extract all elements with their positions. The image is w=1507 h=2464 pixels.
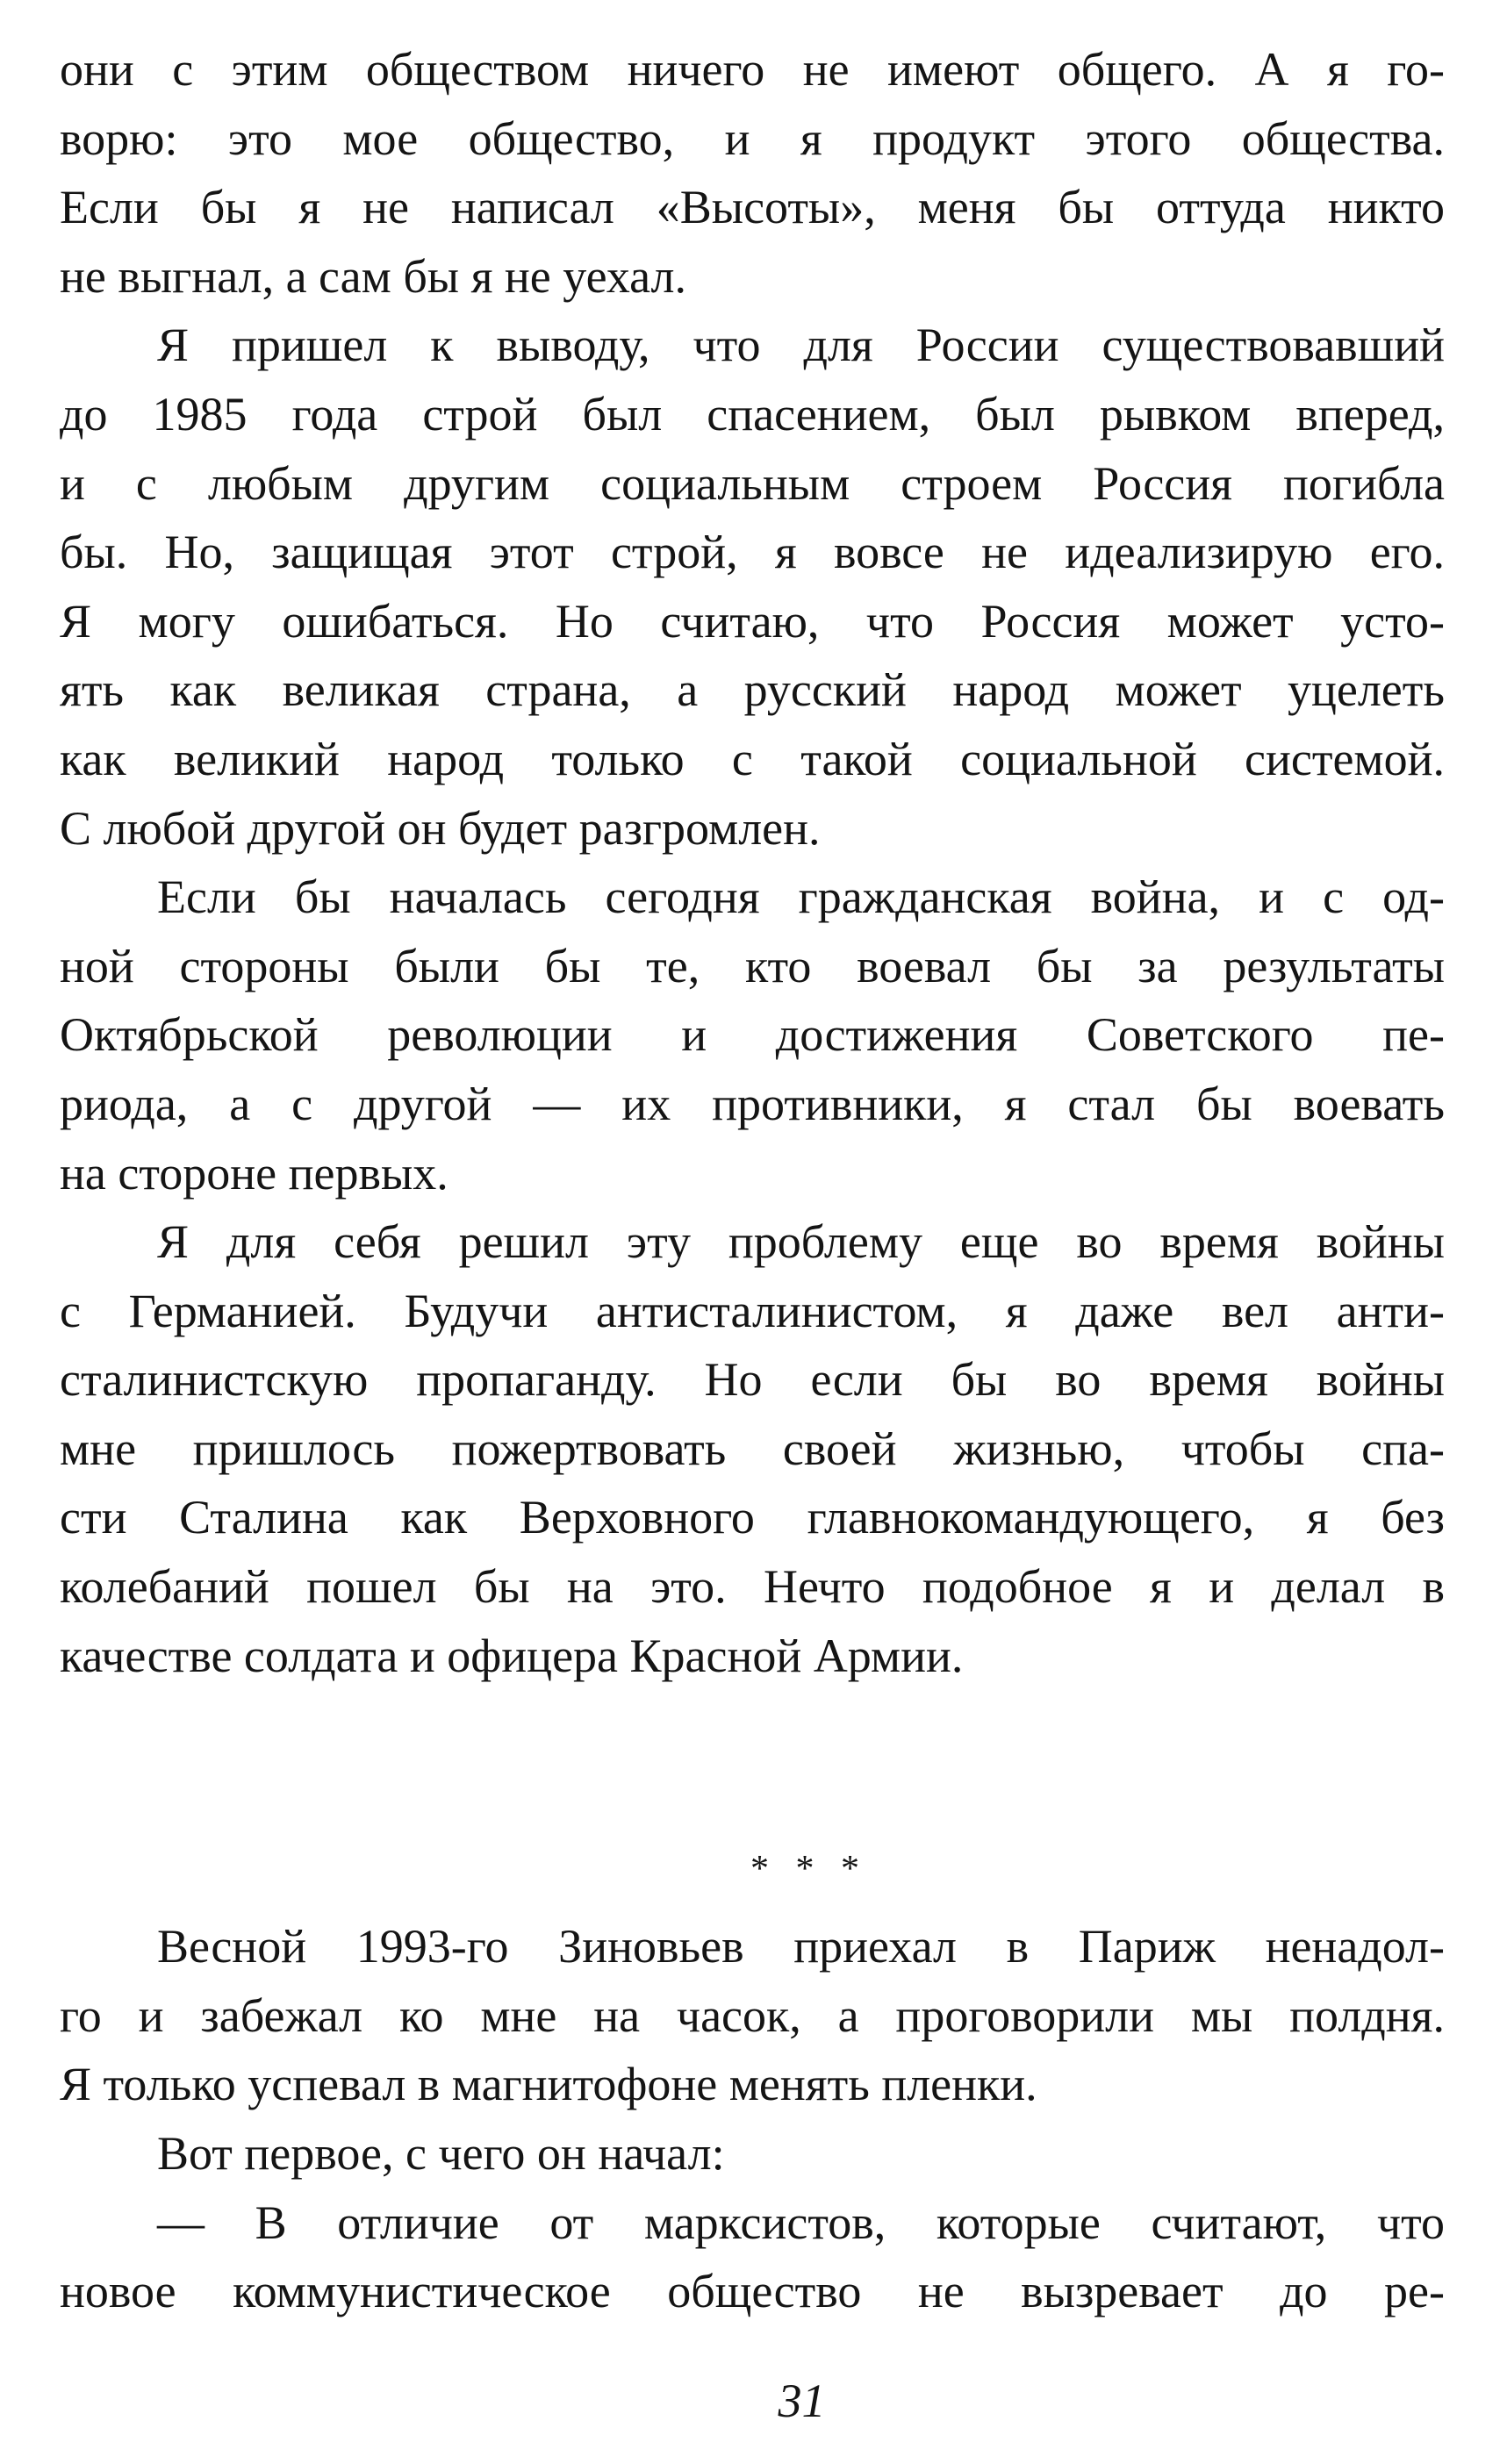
- text-line: го и забежал ко мне на часок, а проговорили мы полдня.: [60, 1988, 1445, 2042]
- text-line: Я только успевал в магнитофоне менять пленки.: [60, 2058, 1037, 2111]
- text-line: Вот первое, с чего он начал:: [157, 2127, 725, 2181]
- text-line: колебаний пошел бы на это. Нечто подобное я и делал в: [60, 1560, 1445, 1614]
- text-line: с Германией. Будучи антисталинистом, я даже вел анти-: [60, 1284, 1445, 1337]
- section-gap: [60, 1690, 1445, 1835]
- paragraph: [60, 863, 1445, 1207]
- text-line: и с любым другим социальным строем Россия погибла: [60, 456, 1445, 510]
- page-number: 31: [778, 2374, 826, 2427]
- text-line: они с этим обществом ничего не имеют общего. А я го-: [60, 43, 1445, 96]
- text-line: Если бы я не написал «Высоты», меня бы оттуда никто: [60, 181, 1445, 234]
- section-gap: [60, 1903, 1445, 1912]
- paragraph: [60, 35, 1445, 311]
- paragraph: [60, 1207, 1445, 1690]
- text-line: качестве солдата и офицера Красной Армии.: [60, 1629, 964, 1682]
- paragraph: [60, 2188, 1445, 2326]
- text-line: Октябрьской революции и достижения Советского пе-: [60, 1008, 1445, 1062]
- text-block-after-separator: [60, 1912, 1445, 2326]
- text-line: Я могу ошибаться. Но считаю, что Россия может усто-: [60, 594, 1445, 648]
- text-line: не выгнал, а сам бы я не уехал.: [60, 249, 686, 303]
- text-line: новое коммунистическое общество не вызревает до ре-: [60, 2265, 1445, 2318]
- text-line: как великий народ только с такой социальной системой.: [60, 732, 1445, 785]
- page-body: [60, 35, 1445, 2326]
- paragraph: [60, 1912, 1445, 2119]
- text-block-before-separator: [60, 35, 1445, 1690]
- paragraph: [60, 2119, 1445, 2188]
- paragraph: [60, 311, 1445, 863]
- text-line: ять как великая страна, а русский народ может уцелеть: [60, 663, 1445, 717]
- text-line: Весной 1993-го Зиновьев приехал в Париж ненадол-: [157, 1920, 1445, 1973]
- text-line: Я для себя решил эту проблему еще во время войны: [157, 1215, 1445, 1269]
- text-line: Я пришел к выводу, что для России существовавший: [157, 319, 1445, 372]
- text-line: ной стороны были бы те, кто воевал бы за результаты: [60, 939, 1445, 992]
- section-separator: * * *: [750, 1849, 868, 1890]
- text-line: Если бы началась сегодня гражданская война, и с од-: [157, 870, 1445, 924]
- text-line: ворю: это мое общество, и я продукт этого общества.: [60, 111, 1445, 165]
- text-line: бы. Но, защищая этот строй, я вовсе не идеализирую его.: [60, 526, 1445, 579]
- text-line: — В отличие от марксистов, которые считают, что: [157, 2195, 1445, 2249]
- text-line: С любой другой он будет разгромлен.: [60, 801, 821, 855]
- text-line: риода, а с другой — их противники, я стал бы воевать: [60, 1077, 1445, 1130]
- text-line: до 1985 года строй был спасением, был рывком вперед,: [60, 387, 1445, 441]
- text-line: сти Сталина как Верховного главнокомандующего, я без: [60, 1491, 1445, 1544]
- text-line: сталинистскую пропаганду. Но если бы во время войны: [60, 1353, 1445, 1407]
- text-line: мне пришлось пожертвовать своей жизнью, чтобы спа-: [60, 1422, 1445, 1475]
- text-line: на стороне первых.: [60, 1146, 449, 1200]
